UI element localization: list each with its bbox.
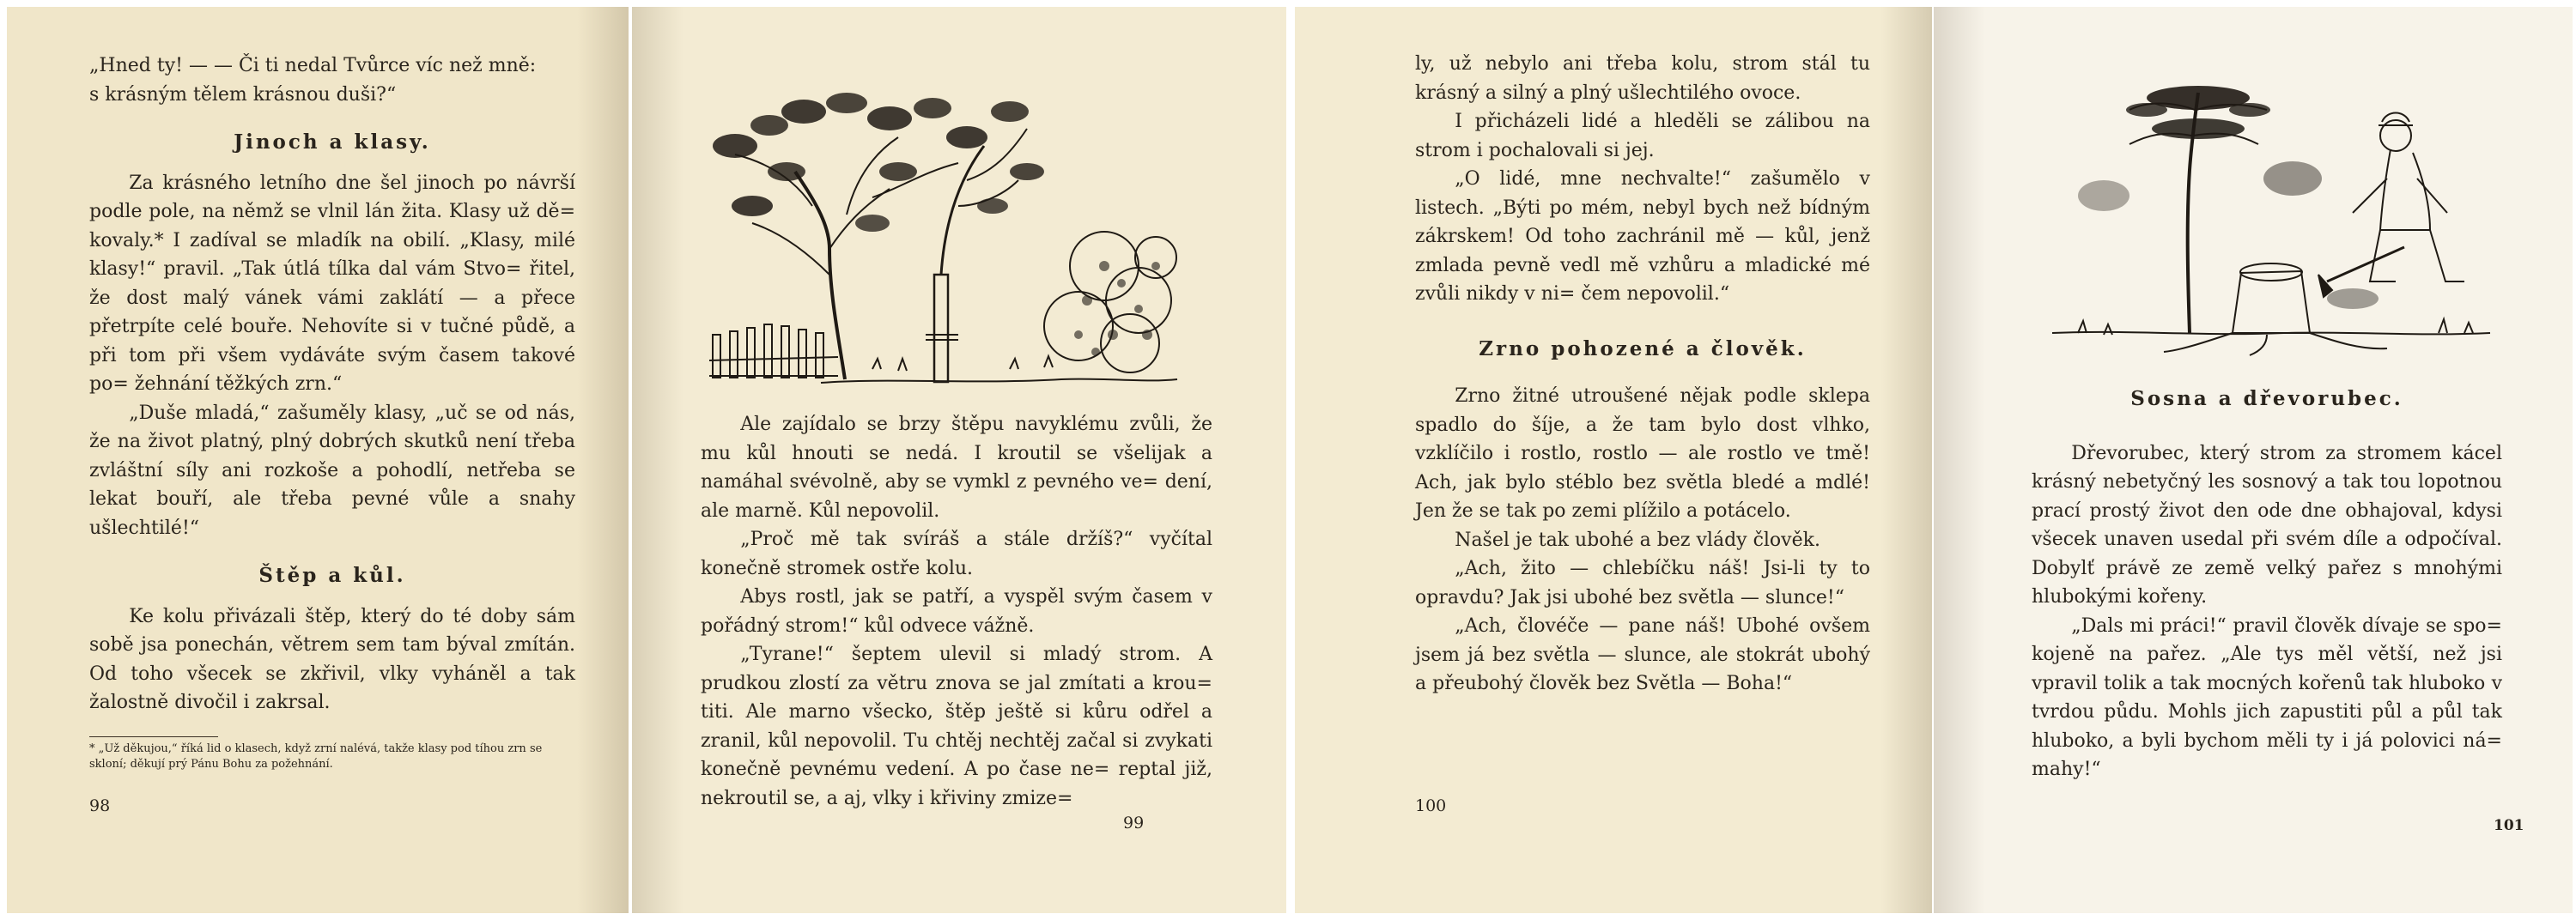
tree-and-stake-illustration <box>701 77 1182 396</box>
section-heading: Štěp a kůl. <box>258 564 406 587</box>
paragraph: Abys rostl, jak se patří, a vyspěl svým časem v pořádný strom!“ kůl odvece vážně. <box>701 586 1212 637</box>
page-98 <box>7 7 629 913</box>
footnote: * „Už děkujou,“ říká lid o klasech, když zrní nalévá, takže klasy pod tíhou zrn se skloní; děkují prý Pánu Bohu za požehnání. <box>89 742 543 771</box>
page-99-text <box>701 410 1212 813</box>
intro-line-1: „Hned ty! — — Či ti nedal Tvůrce víc než mně: <box>89 55 537 76</box>
paragraph: Za krásného letního dne šel jinoch po návrší podle pole, na němž se vlnil lán žita. Klasy už dě= kovaly.* I zadíval se mladík na obilí. „Klasy, milé klasy!“ pravil. „Tak útlá tílka dal vám Stvo= řitel, že dost malý vánek vámi zaklátí — a přece přetrpíte celé bouře. Nehovíte si v tučné půdě, a při tom při všem vydáváte svým časem takové po= žehnání těžkých zrn.“ <box>89 172 575 395</box>
paragraph: „Ach, žito — chlebíčku náš! Jsi-li ty to opravdu? Jak jsi ubohé bez světla — slunce!“ <box>1415 558 1870 608</box>
page-100-text <box>1415 50 1870 699</box>
paragraph: „Tyrane!“ šeptem ulevil si mladý strom. A prudkou zlostí za větru znova se jal zmítati a krou= titi. Ale marno všecko, štěp ještě si kůru odřel a zranil, kůl nepovolil. Tu chtěj nechtěj začal si zvykati konečně pevnému vedení. A po čase ne= reptal již, nekroutil se, a aj, vlky i křiviny zmize= <box>701 644 1212 809</box>
gutter-shadow <box>632 7 683 913</box>
page-100 <box>1295 7 1932 913</box>
page-number: 99 <box>1123 814 1145 832</box>
paragraph: ly, už nebylo ani třeba kolu, strom stál tu krásný a silný a plný ušlechtilého ovoce. <box>1415 53 1870 104</box>
gutter-shadow <box>1880 7 1932 913</box>
shrub-drawing <box>1044 232 1176 372</box>
paragraph: Zrno žitné utroušené nějak podle sklepa spadlo do šíje, a že tam bylo dost vlhko, vzklíčilo i rostlo, rostlo — ale rostlo ve tmě! Ach, jak bylo stéblo bez světla bledé a mdlé! Jen že se tak po zemi plížilo a potácelo. <box>1415 385 1870 522</box>
section-heading: Sosna a dřevorubec. <box>2130 387 2403 410</box>
page-number: 100 <box>1415 796 1447 815</box>
paragraph: „Ach, človéče — pane náš! Ubohé ovšem jsem já bez světla — slunce, ale stokrát ubohý a přeubohý člověk bez Světla — Boha!“ <box>1415 615 1870 694</box>
intro-line-2: s krásným tělem krásnou duši?“ <box>89 83 397 106</box>
footnote-rule <box>89 736 218 737</box>
section-heading: Zrno pohozené a člověk. <box>1479 336 1807 360</box>
pine-foliage-drawing <box>2078 86 2379 309</box>
page-number: 98 <box>89 796 111 815</box>
paragraph: „Dals mi práci!“ pravil člověk dívaje se spo= kojeně na pařez. „Ale tys měl větší, než jsi vpravil tolik a tak mocných kořenů tak hluboko v tvrdou půdu. Mohls jich zapustiti půl a půl tak hluboko, a byli bychom měli ty i já polovici ná= mahy!“ <box>2032 614 2502 780</box>
page-101-text <box>2032 384 2502 784</box>
fence-drawing <box>709 324 838 378</box>
page-98-text <box>89 51 575 717</box>
paragraph: „Proč mě tak svíráš a stále držíš?“ vyčítal konečně stromek ostře kolu. <box>701 529 1212 579</box>
paragraph: I přicházeli lidé a hleděli se zálibou na strom i pochalovali si jej. <box>1415 111 1870 161</box>
paragraph: „O lidé, mne nechvalte!“ zašumělo v listech. „Býti po mém, nebyl bych než bídným zákrskem! Od toho zachránil mě — kůl, jenž zmlada pevně vedl mě vzhůru a mladické mé zvůli nikdy v ni= čem nepovolil.“ <box>1415 168 1870 305</box>
gutter-shadow <box>577 7 629 913</box>
page-101 <box>1934 7 2573 913</box>
foliage-drawing <box>713 93 1044 232</box>
woodcutter-illustration <box>2026 76 2507 359</box>
page-number: 101 <box>2494 817 2524 834</box>
paragraph: Ale zajídalo se brzy štěpu navyklému zvůli, že mu kůl hnouti se nedá. I kroutil se všelijak a namáhal svévolně, aby se vymkl z pevného ve= dení, ale marně. Kůl nepovolil. <box>701 414 1212 522</box>
page-99 <box>632 7 1286 913</box>
section-heading: Jinoch a klasy. <box>234 130 431 154</box>
paragraph: Dřevorubec, který strom za stromem kácel krásný nebetyčný les sosnový a tak tou lopotnou prací prostý život den ode dne obhajoval, kdysi všecek unaven usedal při svém díle a odpočíval. Dobylť právě ze země velký pařez s mnohými hlubokými kořeny. <box>2032 442 2502 608</box>
paragraph: Našel je tak ubohé a bez vlády člověk. <box>1455 529 1820 551</box>
paragraph: Ke kolu přivázali štěp, který do té doby sám sobě jsa ponechán, větrem sem tam býval zmítán. Od toho všecek se zkřivil, vlky vyháněl a tak žalostně divočil i zakrsal. <box>89 605 575 713</box>
paragraph: „Duše mladá,“ zašuměly klasy, „uč se od nás, že na život platný, plný dobrých skutků není třeba zvláštní síly ani rozkoše a pohodlí, netřeba se lekat bouří, ale třeba pevné vůle a snahy ušlechtilé!“ <box>89 402 575 539</box>
gutter-shadow <box>1934 7 1985 913</box>
